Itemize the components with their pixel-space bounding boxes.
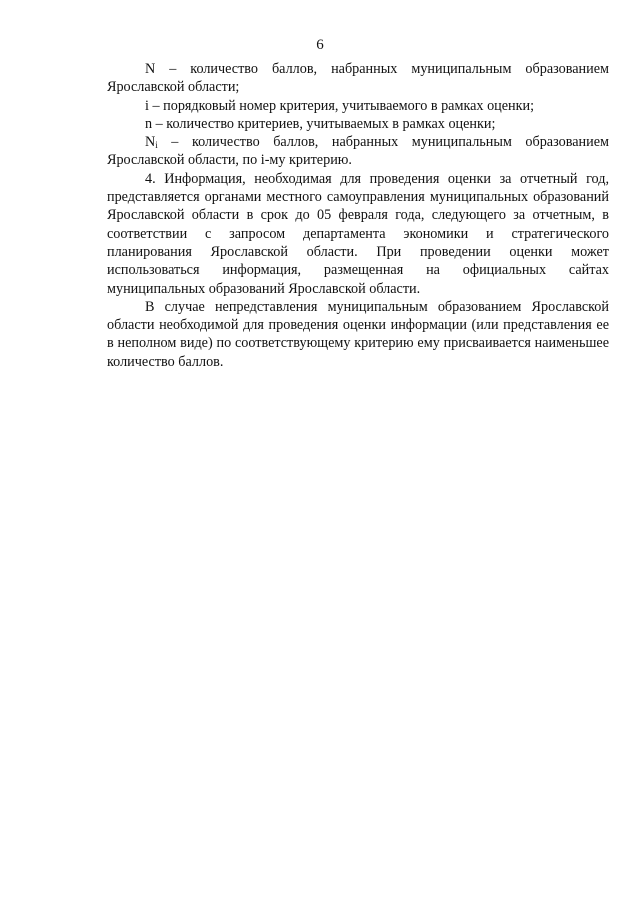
ni-description: – количество баллов, набранных муниципальным образованием Ярославской области, по i-му критерию. <box>107 134 609 169</box>
ni-subscript: i <box>155 140 158 151</box>
document-body <box>107 60 609 371</box>
definition-n-count: n – количество критериев, учитываемых в рамках оценки; <box>145 115 496 132</box>
paragraph-non-submission: В случае непредставления муниципальным образованием Ярославской области необходимой для проведения оценки информации (или представления ее в неполном виде) по соответствующему критерию ему присваивается наименьшее количество баллов. <box>107 298 609 370</box>
paragraph-information-submission: 4. Информация, необходимая для проведения оценки за отчетный год, представляется органами местного самоуправления муниципальных образований Ярославской области в срок до 05 февраля года, следующего за отчетным, в соответствии с запросом департамента экономики и стратегического планирования Ярославской области. При проведении оценки может использоваться информация, размещенная на официальных сайтах муниципальных образований Ярославской области. <box>107 170 609 297</box>
ni-symbol: N <box>145 134 156 151</box>
definition-n-total: N – количество баллов, набранных муниципальным образованием Ярославской области; <box>107 61 609 96</box>
definition-i-index: i – порядковый номер критерия, учитываемого в рамках оценки; <box>145 97 535 114</box>
definition-ni-score <box>107 133 609 170</box>
page-number: 6 <box>316 37 324 53</box>
